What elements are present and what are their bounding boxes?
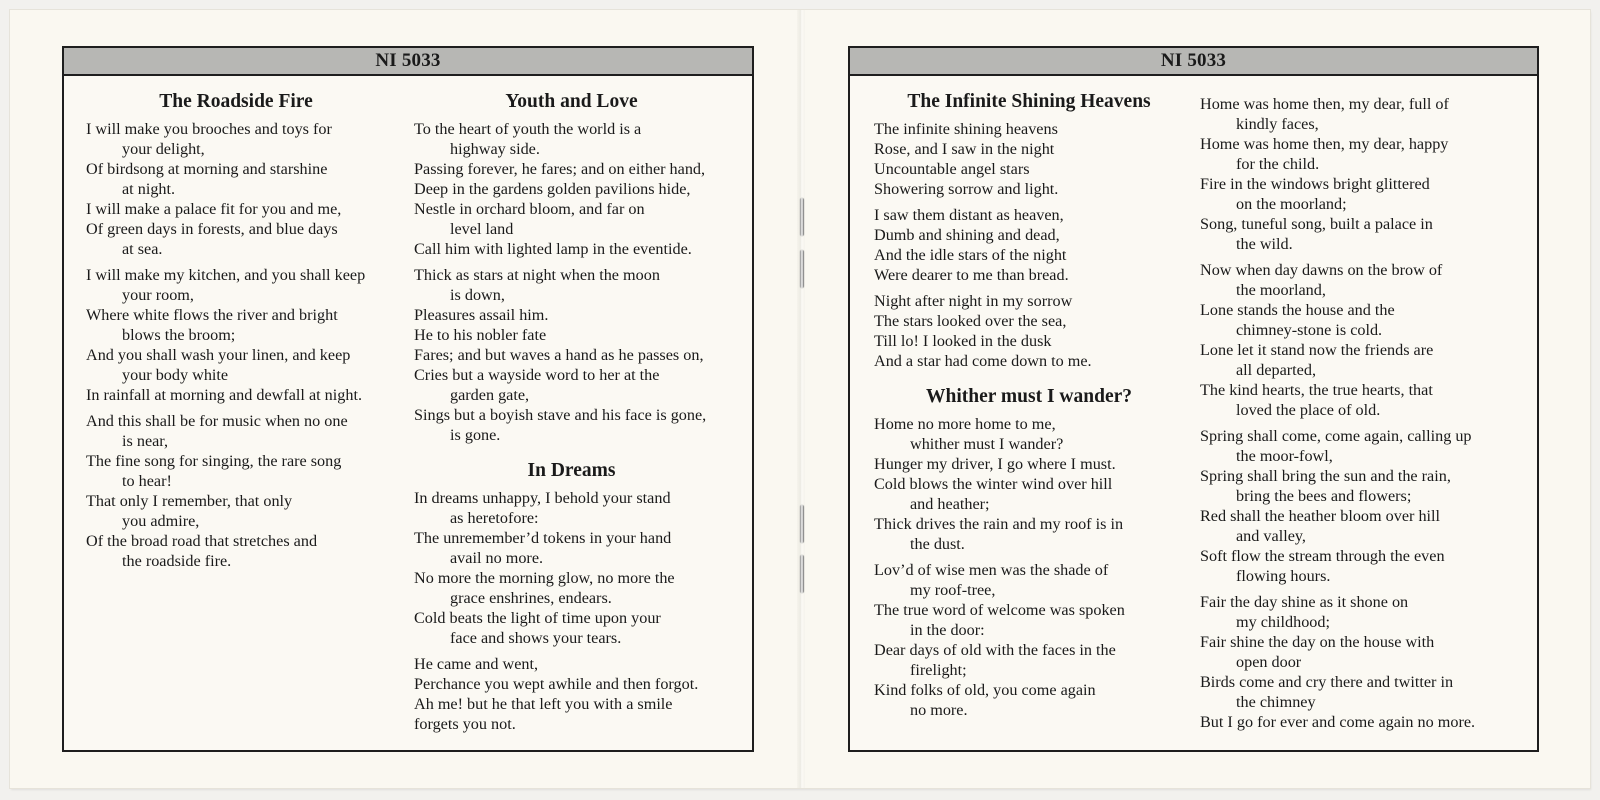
poem-line: Nestle in orchard bloom, and far on	[414, 200, 645, 218]
text-column	[86, 90, 406, 577]
poem-line: Spring shall come, come again, calling up	[1200, 427, 1472, 445]
poem	[874, 385, 1184, 720]
poem-line: your room,	[122, 286, 194, 304]
poem-line: Fair the day shine as it shone on	[1200, 593, 1409, 611]
poem-line: The fine song for singing, the rare song	[86, 452, 342, 470]
poem-line: highway side.	[450, 140, 540, 158]
poem-line: at sea.	[122, 240, 163, 258]
staple-icon	[800, 250, 804, 288]
poem-line: forgets you not.	[414, 715, 516, 733]
poem-title: Youth and Love	[505, 91, 638, 112]
poem-line: Thick as stars at night when the moon	[414, 266, 660, 284]
stanza	[874, 560, 1184, 720]
poem-line: Thick drives the rain and my roof is in	[874, 515, 1124, 533]
poem-line: my roof-tree,	[910, 581, 996, 599]
poem-line: as heretofore:	[450, 509, 539, 527]
poem-line: The true word of welcome was spoken	[874, 601, 1125, 619]
poem-line: Home was home then, my dear, full of	[1200, 95, 1449, 113]
poem-line: Song, tuneful song, built a palace in	[1200, 215, 1433, 233]
right-page-panel	[848, 46, 1539, 752]
poem-line: Dear days of old with the faces in the	[874, 641, 1116, 659]
poem-line: firelight;	[910, 661, 967, 679]
poem-line: on the moorland;	[1236, 195, 1347, 213]
poem	[874, 90, 1184, 371]
poem-line: And the idle stars of the night	[874, 246, 1067, 264]
poem-line: and heather;	[910, 495, 990, 513]
poem-line: face and shows your tears.	[450, 629, 622, 647]
poem-line: in the door:	[910, 621, 985, 639]
stanza	[414, 265, 749, 445]
catalog-header: NI 5033	[850, 48, 1537, 76]
poem-line: Were dearer to me than bread.	[874, 266, 1069, 284]
poem-line: I saw them distant as heaven,	[874, 206, 1064, 224]
poem-line: Lone stands the house and the	[1200, 301, 1395, 319]
poem-line: avail no more.	[450, 549, 544, 567]
poem-line: open door	[1236, 653, 1302, 671]
poem-line: And a star had come down to me.	[874, 352, 1092, 370]
poem-line: your body white	[122, 366, 229, 384]
poem-line: at night.	[122, 180, 176, 198]
poem-line: and valley,	[1236, 527, 1306, 545]
poem-line: He to his nobler fate	[414, 326, 547, 344]
stanza	[874, 119, 1184, 199]
poem-line: To the heart of youth the world is a	[414, 120, 642, 138]
stanza	[86, 265, 406, 405]
poem-line: flowing hours.	[1236, 567, 1331, 585]
poem-line: Red shall the heather bloom over hill	[1200, 507, 1441, 525]
poem-line: I will make a palace fit for you and me,	[86, 200, 342, 218]
center-fold	[797, 10, 805, 788]
poem-line: level land	[450, 220, 514, 238]
poem-line: loved the place of old.	[1236, 401, 1381, 419]
poem-line: Where white flows the river and bright	[86, 306, 338, 324]
poem-line: Dumb and shining and dead,	[874, 226, 1060, 244]
poem-line: Cold blows the winter wind over hill	[874, 475, 1113, 493]
text-column	[874, 90, 1184, 726]
poem-line: Of green days in forests, and blue days	[86, 220, 338, 238]
poem-line: Of birdsong at morning and starshine	[86, 160, 328, 178]
stanza	[1200, 426, 1535, 586]
poem	[86, 90, 406, 571]
poem-line: is gone.	[450, 426, 501, 444]
poem-line: the dust.	[910, 535, 965, 553]
poem-line: for the child.	[1236, 155, 1320, 173]
poem-line: Fire in the windows bright glittered	[1200, 175, 1430, 193]
poem-line: you admire,	[122, 512, 200, 530]
poem-line: Soft flow the stream through the even	[1200, 547, 1445, 565]
poem-line: Home was home then, my dear, happy	[1200, 135, 1449, 153]
text-column	[414, 90, 749, 740]
stanza	[414, 119, 749, 259]
poem-line: bring the bees and flowers;	[1236, 487, 1412, 505]
poem-line: Birds come and cry there and twitter in	[1200, 673, 1454, 691]
poem-line: the wild.	[1236, 235, 1293, 253]
poem-line: Cries but a wayside word to her at the	[414, 366, 660, 384]
poem-line: the moor-fowl,	[1236, 447, 1333, 465]
poem-line: But I go for ever and come again no more.	[1200, 713, 1476, 731]
poem-line: Till lo! I looked in the dusk	[874, 332, 1052, 350]
poem-line: to hear!	[122, 472, 172, 490]
poem-line: Spring shall bring the sun and the rain,	[1200, 467, 1451, 485]
poem-line: In rainfall at morning and dewfall at night.	[86, 386, 363, 404]
poem-line: Fair shine the day on the house with	[1200, 633, 1435, 651]
poem-line: And this shall be for music when no one	[86, 412, 348, 430]
stanza	[414, 488, 749, 648]
poem-line: That only I remember, that only	[86, 492, 293, 510]
poem-line: Kind folks of old, you come again	[874, 681, 1096, 699]
poem-line: Home no more home to me,	[874, 415, 1056, 433]
staple-icon	[800, 555, 804, 593]
poem-line: Pleasures assail him.	[414, 306, 549, 324]
poem-line: And you shall wash your linen, and keep	[86, 346, 351, 364]
poem-line: Night after night in my sorrow	[874, 292, 1073, 310]
stanza	[874, 414, 1184, 554]
poem-line: whither must I wander?	[910, 435, 1064, 453]
poem-line: Rose, and I saw in the night	[874, 140, 1055, 158]
stanza	[874, 291, 1184, 371]
poem-line: Deep in the gardens golden pavilions hide,	[414, 180, 691, 198]
poem	[414, 459, 749, 734]
catalog-header: NI 5033	[64, 48, 752, 76]
poem-line: all departed,	[1236, 361, 1316, 379]
staple-icon	[800, 198, 804, 236]
stanza	[86, 411, 406, 571]
poem-line: Hunger my driver, I go where I must.	[874, 455, 1116, 473]
poem-line: He came and went,	[414, 655, 539, 673]
poem-line: The stars looked over the sea,	[874, 312, 1067, 330]
poem-line: Showering sorrow and light.	[874, 180, 1059, 198]
poem-line: chimney-stone is cold.	[1236, 321, 1383, 339]
poem-line: your delight,	[122, 140, 205, 158]
poem-line: Fares; and but waves a hand as he passes on,	[414, 346, 704, 364]
poem-title: In Dreams	[527, 460, 616, 481]
stanza	[1200, 94, 1535, 254]
stanza	[414, 654, 749, 734]
poem-line: Lov’d of wise men was the shade of	[874, 561, 1109, 579]
poem-title: The Roadside Fire	[159, 91, 313, 112]
poem-line: Uncountable angel stars	[874, 160, 1030, 178]
poem-line: In dreams unhappy, I behold your stand	[414, 489, 671, 507]
poem-line: The infinite shining heavens	[874, 120, 1058, 138]
poem-line: I will make my kitchen, and you shall keep	[86, 266, 366, 284]
poem-title: Whither must I wander?	[925, 386, 1133, 407]
poem-line: blows the broom;	[122, 326, 236, 344]
poem	[1200, 94, 1535, 732]
poem-line: Cold beats the light of time upon your	[414, 609, 661, 627]
poem-line: kindly faces,	[1236, 115, 1319, 133]
poem-line: is down,	[450, 286, 505, 304]
poem	[414, 90, 749, 445]
poem-line: grace enshrines, endears.	[450, 589, 612, 607]
poem-line: is near,	[122, 432, 169, 450]
poem-line: my childhood;	[1236, 613, 1330, 631]
poem-line: garden gate,	[450, 386, 530, 404]
stanza	[874, 205, 1184, 285]
poem-title: The Infinite Shining Heavens	[907, 91, 1151, 112]
poem-line: the roadside fire.	[122, 552, 232, 570]
poem-line: no more.	[910, 701, 968, 719]
stanza	[1200, 260, 1535, 420]
stanza	[1200, 592, 1535, 732]
poem-line: Sings but a boyish stave and his face is gone,	[414, 406, 707, 424]
poem-line: Now when day dawns on the brow of	[1200, 261, 1443, 279]
poem-line: Passing forever, he fares; and on either hand,	[414, 160, 706, 178]
poem-line: I will make you brooches and toys for	[86, 120, 332, 138]
poem-line: No more the morning glow, no more the	[414, 569, 675, 587]
poem-line: the moorland,	[1236, 281, 1326, 299]
left-page-panel	[62, 46, 754, 752]
poem-line: the chimney	[1236, 693, 1316, 711]
poem-line: Perchance you wept awhile and then forgot.	[414, 675, 699, 693]
text-column	[1200, 94, 1535, 738]
poem-line: Of the broad road that stretches and	[86, 532, 318, 550]
poem-line: The unremember’d tokens in your hand	[414, 529, 672, 547]
poem-line: Call him with lighted lamp in the eventide.	[414, 240, 692, 258]
poem-line: The kind hearts, the true hearts, that	[1200, 381, 1433, 399]
staple-icon	[800, 505, 804, 543]
stanza	[86, 119, 406, 259]
poem-line: Ah me! but he that left you with a smile	[414, 695, 673, 713]
poem-line: Lone let it stand now the friends are	[1200, 341, 1434, 359]
